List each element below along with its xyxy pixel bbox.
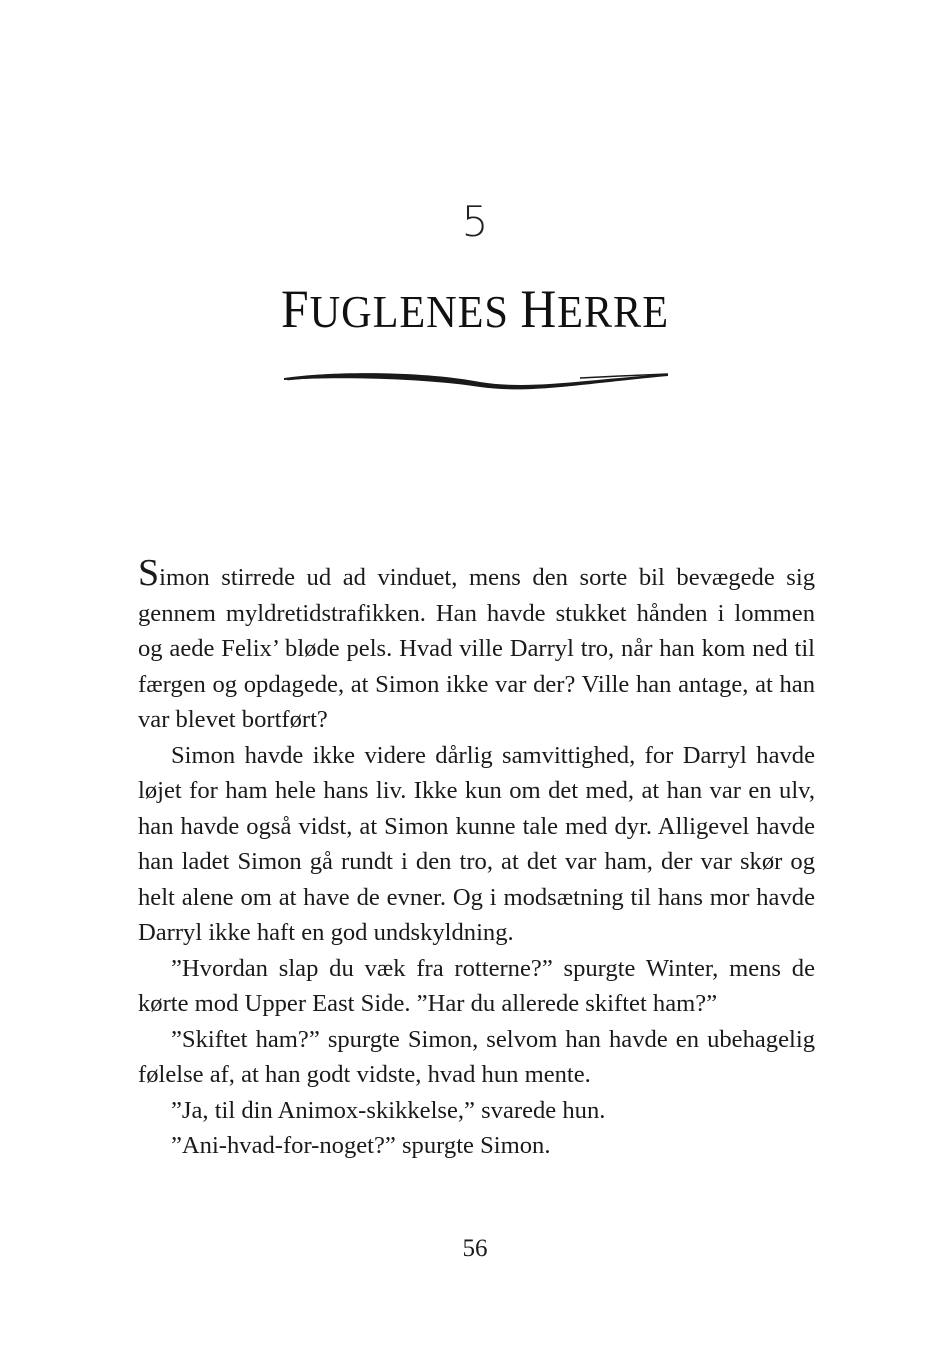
paragraph-text: imon stirrede ud ad vinduet, mens den sorte bil bevægede sig gennem myldretidstrafikken. Han havde stukket hånden i lommen og aede Felix’ bløde pels. Hvad ville Darryl tro, når han kom ned til færgen og opdagede, at Simon ikke var der? Ville han antage, at han var blevet bortført? [138,564,815,733]
chapter-title [38,276,912,345]
paragraph: ”Ani-hvad-for-noget?” spurgte Simon. [171,1132,551,1159]
drop-cap: S [138,552,160,594]
paragraph: Simon havde ikke videre dårlig samvittighed, for Darryl havde løjet for ham hele hans liv. Ikke kun om det med, at han var en ulv, han havde også vidst, at Simon kunne tale med dyr. Alligevel havde han ladet Simon gå rundt i den tro, at det var ham, der var skør og helt alene om at have de evner. Og i modsætning til hans mor havde Darryl ikke haft en god undskyldning. [138,741,815,946]
chapter-body-text [138,552,815,1164]
chapter-number: 5 [461,197,489,246]
paragraph: ”Skiftet ham?” spurgte Simon, selvom han havde en ubehagelig følelse af, at han godt vidste, hvad hun mente. [138,1025,815,1088]
chapter-title-word-1: UGLENES [309,286,521,337]
chapter-title-word-2: ERRE [557,286,669,337]
paragraph: ”Hvordan slap du væk fra rotterne?” spurgte Winter, mens de kørte mod Upper East Side. ”Har du allerede skiftet ham?” [138,954,815,1017]
paragraph [138,552,815,738]
chapter-title-initial-2: H [520,279,558,339]
page-number: 56 [462,1235,488,1262]
paragraph: ”Ja, til din Animox-skikkelse,” svarede hun. [171,1096,606,1124]
brush-flourish-divider [280,366,672,396]
chapter-title-initial-1: F [281,279,310,339]
